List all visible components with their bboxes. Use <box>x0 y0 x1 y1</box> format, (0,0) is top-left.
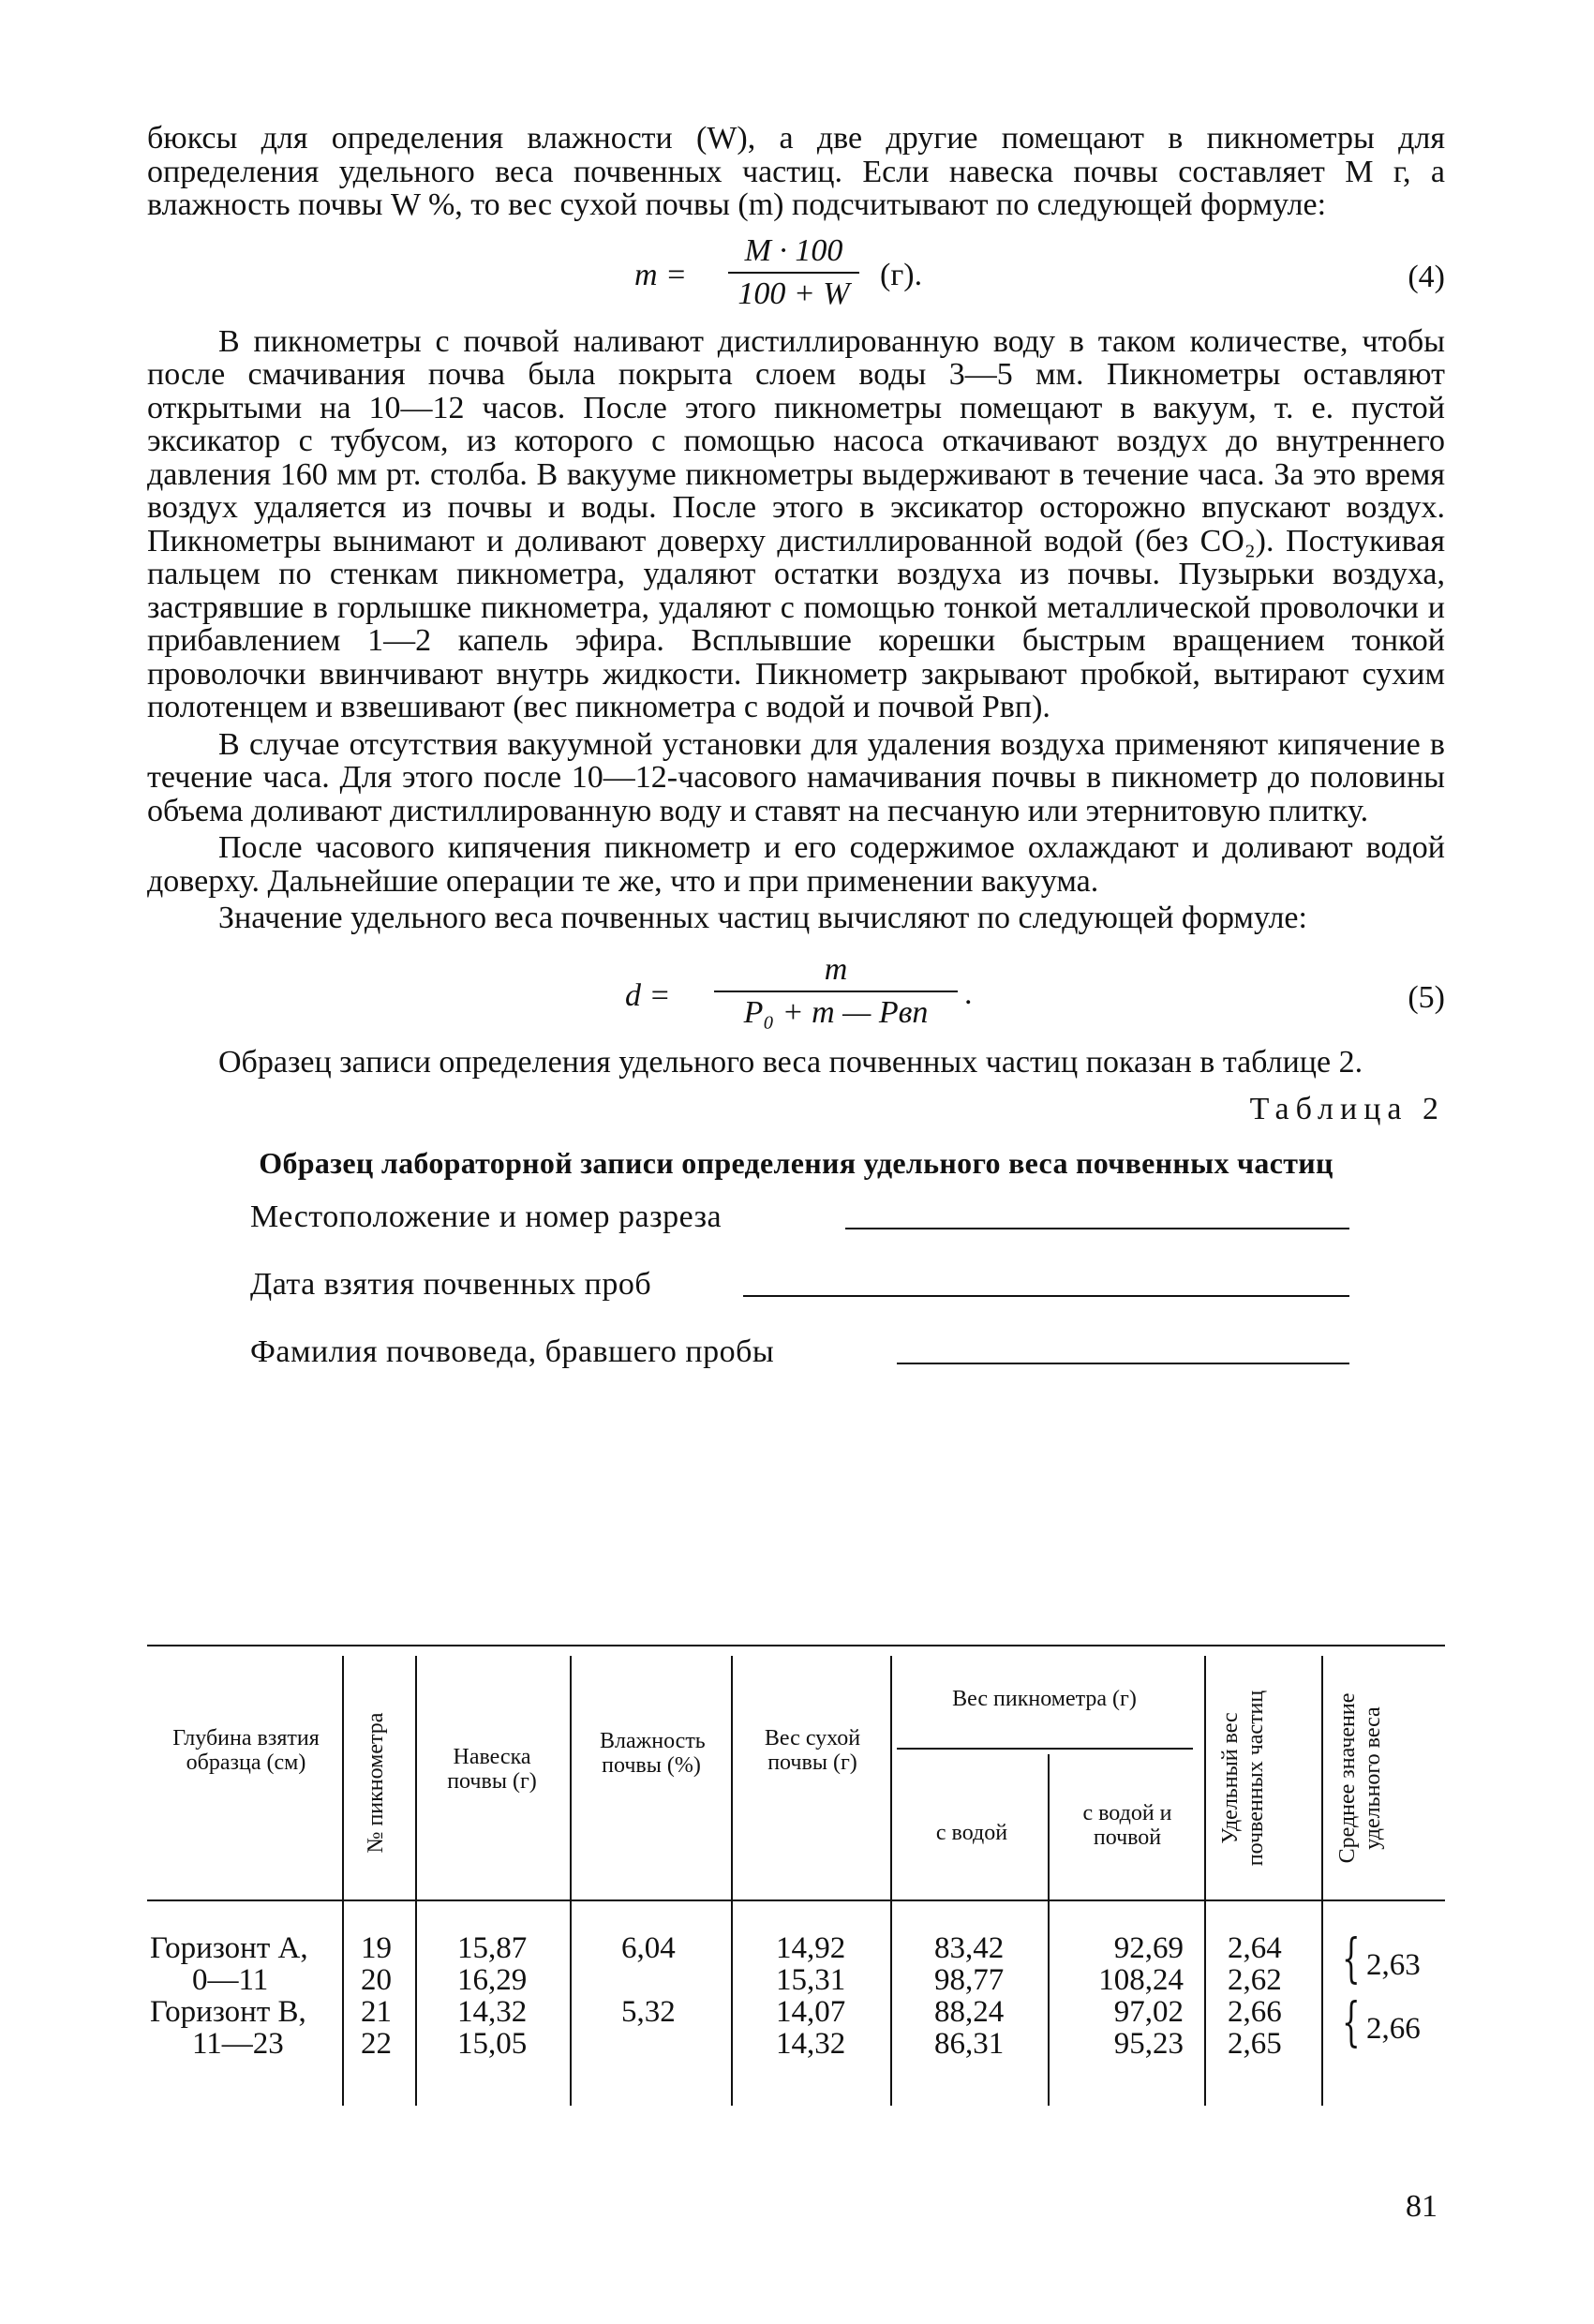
cell-spec: 2,62 <box>1228 1963 1282 1997</box>
cell-mean-2: 2,66 <box>1366 2012 1421 2046</box>
cell-depth: Горизонт А, <box>150 1931 308 1965</box>
paragraph-3: В случае отсутствия вакуумной установки для удаления воздуха применяют кипячение в течение часа. Для этого после 10—12-часового намачивания почвы в пикнометр до половины объема доливают дистиллированную воду и ставят на песчаную или этернитовую плитку. <box>147 726 1445 828</box>
cell-sample: 16,29 <box>457 1963 528 1997</box>
header-pycnometer-no: № пикнометра <box>364 1712 388 1854</box>
cell-no: 20 <box>361 1963 392 1997</box>
cell-depth: 11—23 <box>192 2027 284 2061</box>
header-specific-weight: Удельный вес почвенных частиц <box>1218 1690 1268 1867</box>
cell-moisture: 5,32 <box>621 1995 676 2029</box>
cell-dry: 14,32 <box>776 2027 846 2061</box>
formula-4-lhs: m = <box>634 257 687 292</box>
table-top-rule <box>147 1645 1445 1646</box>
cell-no: 19 <box>361 1931 392 1965</box>
field-surname-label: Фамилия почвоведа, бравшего пробы <box>250 1334 775 1369</box>
formula-5-number: (5) <box>1408 979 1445 1015</box>
paragraph-2: В пикнометры с почвой наливают дистиллированную воду в таком количестве, чтобы после смачивания почва была покрыта слоем воды 3—5 мм. Пикнометры оставляют открытыми на 10—12 часов. После этого пикнометры помещают в вакуум, т. е. пустой эксикатор с тубусом, из которого с помощью насоса откачивают воздух до внутреннего давления 160 мм рт. столба. В вакууме пикнометры выдерживают в течение часа. За это время воздух удаляется из почвы и воды. После этого в эксикатор осторожно впускают воздух. Пикнометры вынимают и доливают доверху дистиллированной водой (без CO₂). Постукивая пальцем по стенкам пикнометра, удаляют остатки воздуха из почвы. Пузырьки воздуха, застрявшие в горлышке пикнометра, удаляют с помощью тонкой металлической проволочки и прибавлением 1—2 капель эфира. Всплывшие корешки быстрым вращением тонкой проволочки ввинчивают внутрь жидкости. Пикнометр закрывают пробкой, вытирают сухим полотенцем и взвешивают (вес пикнометра с водой и почвой Рвп). <box>147 323 1445 724</box>
cell-no: 21 <box>361 1995 392 2029</box>
brace-icon: { <box>1342 1992 1361 2053</box>
cell-water: 86,31 <box>934 2027 1005 2061</box>
cell-no: 22 <box>361 2027 392 2061</box>
field-date-label: Дата взятия почвенных проб <box>250 1267 652 1302</box>
cell-dry: 14,92 <box>776 1931 846 1965</box>
table-col-line <box>570 1656 572 2106</box>
table-caption: Таблица 2 <box>1249 1092 1445 1126</box>
cell-dry: 15,31 <box>776 1963 846 1997</box>
table-col-line <box>415 1656 417 2106</box>
table-col-line <box>731 1656 733 2106</box>
brace-icon: { <box>1342 1929 1361 1989</box>
paragraph-6: Образец записи определения удельного веса почвенных частиц показан в таблице 2. <box>218 1044 1363 1080</box>
table-subheader-rule <box>897 1748 1193 1750</box>
page-number: 81 <box>1406 2189 1438 2224</box>
cell-sample: 14,32 <box>457 1995 528 2029</box>
cell-water: 83,42 <box>934 1931 1005 1965</box>
formula-4-denominator: 100 + W <box>737 276 850 311</box>
cell-water: 98,77 <box>934 1963 1005 1997</box>
header-depth: Глубина взятия образца (см) <box>172 1726 320 1775</box>
cell-moisture: 6,04 <box>621 1931 676 1965</box>
table-title: Образец лабораторной записи определения удельного веса почвенных частиц <box>259 1146 1333 1180</box>
field-location-label: Местоположение и номер разреза <box>250 1199 723 1234</box>
formula-4-number: (4) <box>1408 259 1445 294</box>
header-sample-weight: Навеска почвы (г) <box>447 1745 537 1794</box>
cell-spec: 2,66 <box>1228 1995 1282 2029</box>
cell-spec: 2,64 <box>1228 1931 1282 1965</box>
header-with-water-soil: с водой и почвой <box>1082 1801 1172 1850</box>
formula-4-unit: (г). <box>880 257 923 292</box>
cell-water-soil: 97,02 <box>1113 1995 1184 2029</box>
cell-depth: 0—11 <box>192 1963 269 1997</box>
table-col-line <box>1204 1656 1206 2106</box>
cell-mean-1: 2,63 <box>1366 1948 1421 1982</box>
header-pycnometer-weight: Вес пикнометра (г) <box>952 1687 1137 1711</box>
header-moisture: Влажность почвы (%) <box>600 1729 706 1778</box>
table-col-line <box>342 1656 344 2106</box>
formula-5-dot: . <box>964 976 973 1011</box>
cell-sample: 15,05 <box>457 2027 528 2061</box>
paragraph-1: бюксы для определения влажности (W), а две другие помещают в пикнометры для определения удельного веса почвенных частиц. Если навеска почвы составляет М г, а влажность почвы W %, то вес сухой почвы (m) подсчитывают по следующей формуле: <box>147 121 1445 222</box>
formula-5-denominator: P₀ + m — Pвп <box>743 994 929 1030</box>
formula-4-numerator: M · 100 <box>744 232 843 268</box>
cell-depth: Горизонт В, <box>150 1995 306 2029</box>
table-col-line <box>890 1656 892 2106</box>
header-mean-specific-weight: Среднее значение удельного веса <box>1335 1692 1385 1864</box>
cell-water-soil: 95,23 <box>1113 2027 1184 2061</box>
formula-5-numerator: m <box>824 951 848 987</box>
cell-dry: 14,07 <box>776 1995 846 2029</box>
paragraph-5: Значение удельного веса почвенных частиц вычисляют по следующей формуле: <box>218 901 1307 935</box>
table-col-line <box>1048 1754 1050 2106</box>
formula-5-lhs: d = <box>625 977 671 1013</box>
header-dry-weight: Вес сухой почвы (г) <box>764 1726 861 1775</box>
cell-water-soil: 92,69 <box>1113 1931 1184 1965</box>
paragraph-4: После часового кипячения пикнометр и его содержимое охлаждают и доливают водой доверху. Дальнейшие операции те же, что и при применении вакуума. <box>147 830 1445 899</box>
cell-sample: 15,87 <box>457 1931 528 1965</box>
header-with-water: с водой <box>935 1821 1008 1845</box>
table-col-line <box>1321 1656 1323 2106</box>
cell-water: 88,24 <box>934 1995 1005 2029</box>
cell-water-soil: 108,24 <box>1098 1963 1184 1997</box>
cell-spec: 2,65 <box>1228 2027 1282 2061</box>
